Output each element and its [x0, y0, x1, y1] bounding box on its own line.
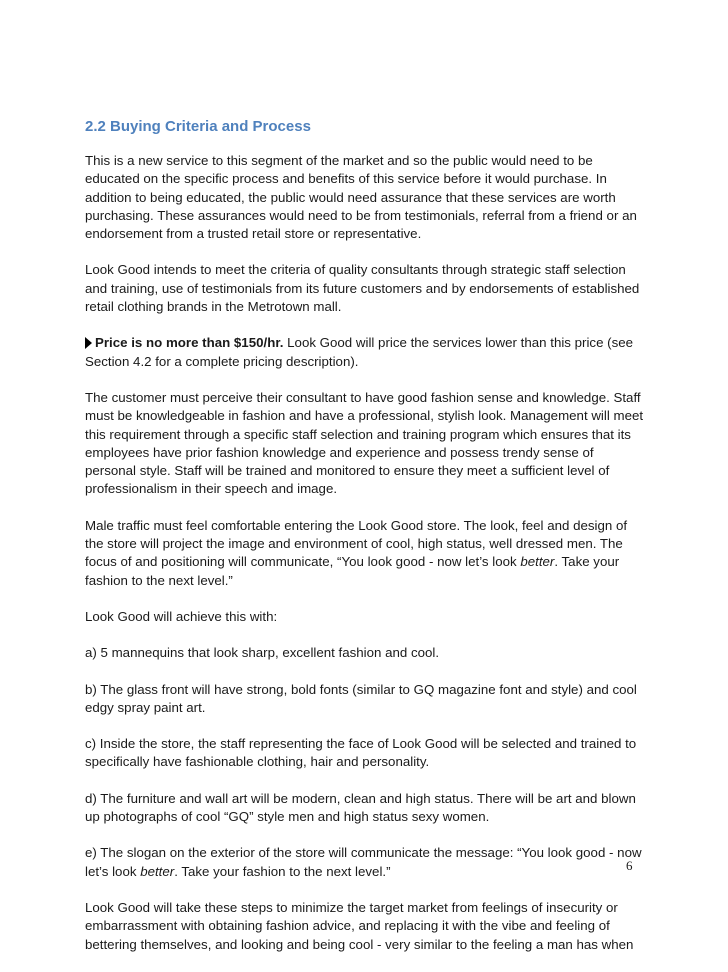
bullet-price-bold: Price is no more than $150/hr. [95, 335, 284, 351]
paragraph-achieve: Look Good will achieve this with: [85, 608, 278, 624]
paragraph-intro: This is a new service to this segment of the market and so the public would need to be educated on the specific process and benefits of this service before it would purchase. In addition to being educated, the public would need assurance that these services are worth purchasing. These assurances would need to be from testimonials, referral from a friend or an endorsement from a trusted retail store or representative. [85, 153, 637, 242]
list-item-e [85, 844, 645, 881]
item-e-italic: better [140, 863, 175, 879]
list-item-d: d) The furniture and wall art will be modern, clean and high status. There will be art and blown up photographs of cool “GQ” style men and high status sexy women. [85, 790, 636, 825]
paragraph-male-traffic [85, 517, 645, 590]
page-content [85, 117, 645, 972]
bullet-price [85, 334, 645, 371]
list-item-a: a) 5 mannequins that look sharp, excellent fashion and cool. [85, 645, 440, 661]
section-heading: 2.2 Buying Criteria and Process [85, 118, 311, 135]
item-e-end: . Take your fashion to the next level.” [174, 863, 391, 879]
list-item-b: b) The glass front will have strong, bold fonts (similar to GQ magazine font and style) and cool edgy spray paint art. [85, 681, 637, 715]
page-number: 6 [626, 858, 633, 873]
male-traffic-text: Male traffic must feel comfortable entering the Look Good store. The look, feel and design of the store will project the image and environment of cool, high status, well dressed men. The focus of and positioning will communicate, “You look good - now let’s look [85, 517, 628, 570]
item-e-text: e) The slogan on the exterior of the store will communicate the message: “You look good - now let’s look [85, 845, 642, 879]
arrow-bullet-icon [85, 337, 92, 349]
male-traffic-end: . Take your fashion to the next level.” [85, 554, 620, 588]
male-traffic-italic: better [520, 554, 555, 570]
bullet-price-text: Look Good will price the services lower than this price (see Section 4.2 for a complete pricing description). [85, 335, 634, 369]
list-item-c: c) Inside the store, the staff representing the face of Look Good will be selected and trained to specifically have fashionable clothing, hair and personality. [85, 736, 637, 770]
paragraph-criteria: Look Good intends to meet the criteria of quality consultants through strategic staff selection and training, use of testimonials from its future customers and by endorsements of established retail clothing brands in the Metrotown mall. [85, 262, 640, 315]
paragraph-steps: Look Good will take these steps to minimize the target market from feelings of insecurity or embarrassment with obtaining fashion advice, and replacing it with the vibe and feeling of bettering themselves, and looking and being cool - very similar to the feeling a man has when [85, 899, 634, 952]
paragraph-staff: The customer must perceive their consultant to have good fashion sense and knowledge. Staff must be knowledgeable in fashion and have a professional, stylish look. Management will meet this requirement through a specific staff selection and training program which ensures that its employees have prior fashion knowledge and experience and possess trendy sense of personal style. Staff will be trained and monitored to ensure they meet a sufficient level of professionalism in their speech and image. [85, 389, 644, 497]
